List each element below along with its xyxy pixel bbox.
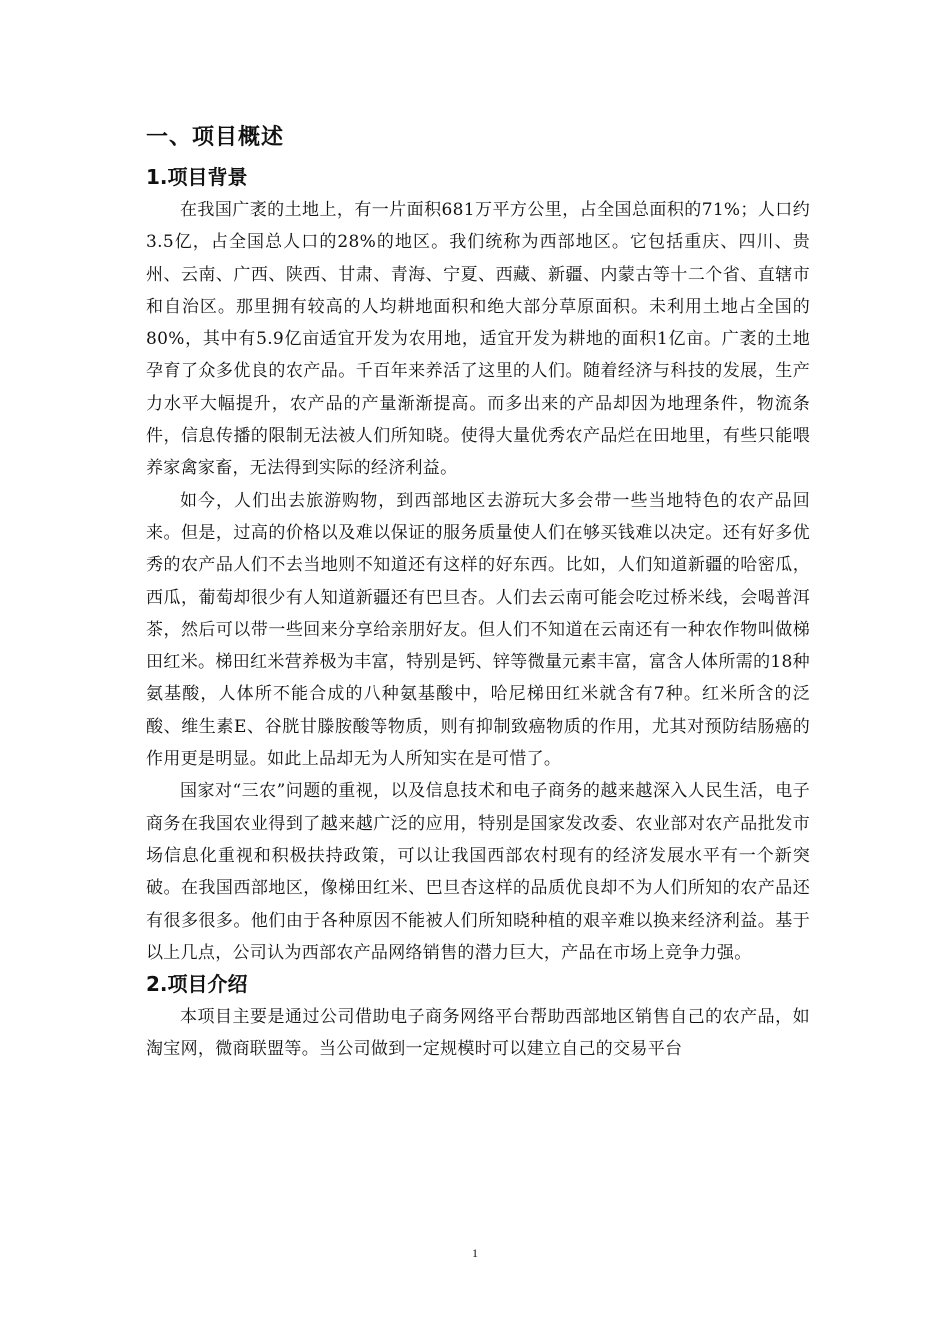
document-body <box>146 122 810 1066</box>
page-number: 1 <box>472 1246 478 1260</box>
paragraph: 在我国广袤的土地上，有一片面积681万平方公里，占全国总面积的71%；人口约3.5亿，占全国总人口的28%的地区。我们统称为西部地区。它包括重庆、四川、贵州、云南、广西、陕西、甘肃、青海、宁夏、西藏、新疆、内蒙古等十二个省、直辖市和自治区。那里拥有较高的人均耕地面积和绝大部分草原面积。未利用土地占全国的80%，其中有5.9亿亩适宜开发为农用地，适宜开发为耕地的面积1亿亩。广袤的土地孕育了众多优良的农产品。千百年来养活了这里的人们。随着经济与科技的发展，生产力水平大幅提升，农产品的产量渐渐提高。而多出来的产品却因为地理条件，物流条件，信息传播的限制无法被人们所知晓。使得大量优秀农产品烂在田地里，有些只能喂养家禽家畜，无法得到实际的经济利益。 <box>146 200 810 479</box>
subsection-heading-introduction: 2.项目介绍 <box>146 972 248 997</box>
paragraph: 如今，人们出去旅游购物，到西部地区去游玩大多会带一些当地特色的农产品回来。但是，过高的价格以及难以保证的服务质量使人们在够买钱难以决定。还有好多优秀的农产品人们不去当地则不知道还有这样的好东西。比如，人们知道新疆的哈密瓜，西瓜，葡萄却很少有人知道新疆还有巴旦杏。人们去云南可能会吃过桥米线，会喝普洱茶，然后可以带一些回来分享给亲朋好友。但人们不知道在云南还有一种农作物叫做梯田红米。梯田红米营养极为丰富，特别是钙、锌等微量元素丰富，富含人体所需的18种氨基酸，人体所不能合成的八种氨基酸中，哈尼梯田红米就含有7种。红米所含的泛酸、维生素E、谷胱甘滕胺酸等物质，则有抑制致癌物质的作用，尤其对预防结肠癌的作用更是明显。如此上品却无为人所知实在是可惜了。 <box>146 490 810 770</box>
paragraph: 国家对“三农”问题的重视，以及信息技术和电子商务的越来越深入人民生活，电子商务在我国农业得到了越来越广泛的应用，特别是国家发改委、农业部对农产品批发市场信息化重视和积极扶持政策，可以让我国西部农村现有的经济发展水平有一个新突破。在我国西部地区，像梯田红米、巴旦杏这样的品质优良却不为人们所知的农产品还有很多很多。他们由于各种原因不能被人们所知晓种植的艰辛难以换来经济利益。基于以上几点，公司认为西部农产品网络销售的潜力巨大，产品在市场上竞争力强。 <box>146 781 810 963</box>
subsection-heading-background: 1.项目背景 <box>146 165 248 189</box>
section-title: 一、项目概述 <box>146 125 285 150</box>
paragraph: 本项目主要是通过公司借助电子商务网络平台帮助西部地区销售自己的农产品，如淘宝网，微商联盟等。当公司做到一定规模时可以建立自己的交易平台 <box>146 1007 810 1060</box>
